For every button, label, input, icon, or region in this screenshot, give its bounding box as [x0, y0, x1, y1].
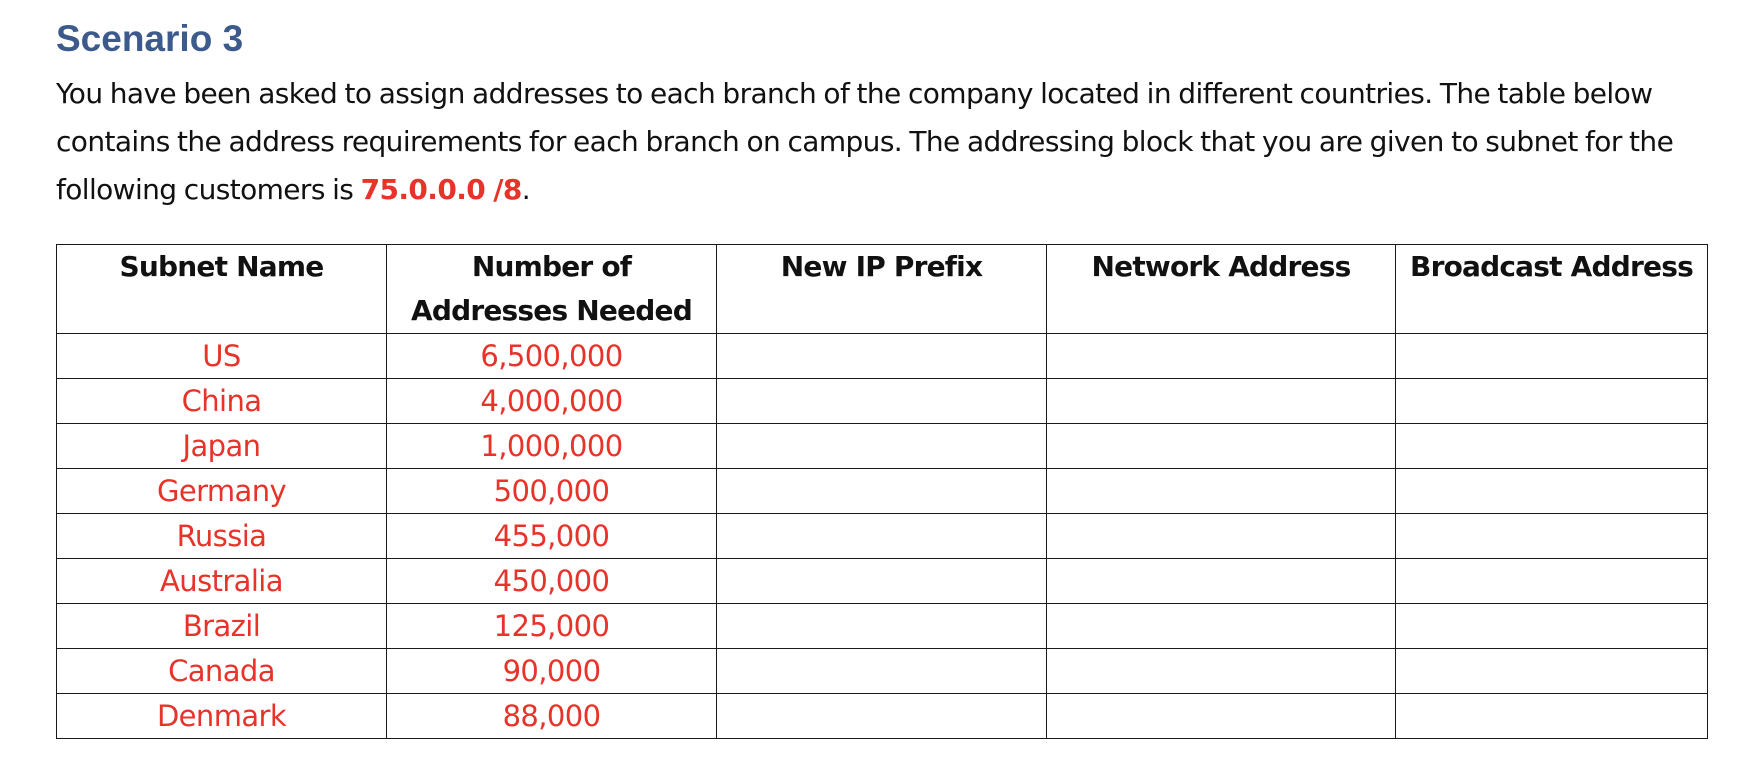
table-row	[57, 694, 1708, 739]
address-block: 75.0.0.0 /8	[360, 173, 522, 206]
header-addresses-line1: Number of	[471, 250, 632, 283]
addresses-needed-cell: 500,000	[387, 469, 717, 514]
subnet-name-cell: US	[57, 334, 387, 379]
table-row	[57, 514, 1708, 559]
table-row	[57, 559, 1708, 604]
intro-end: .	[521, 173, 531, 206]
broadcast-address-cell[interactable]	[1396, 559, 1708, 604]
header-addresses-needed	[387, 245, 717, 334]
new-prefix-cell[interactable]	[717, 379, 1047, 424]
broadcast-address-cell[interactable]	[1396, 334, 1708, 379]
new-prefix-cell[interactable]	[717, 334, 1047, 379]
network-address-cell[interactable]	[1047, 604, 1396, 649]
network-address-cell[interactable]	[1047, 694, 1396, 739]
table-row	[57, 469, 1708, 514]
subnet-name-cell: China	[57, 379, 387, 424]
subnet-name-cell: Brazil	[57, 604, 387, 649]
broadcast-address-cell[interactable]	[1396, 379, 1708, 424]
table-row	[57, 379, 1708, 424]
addresses-needed-cell: 6,500,000	[387, 334, 717, 379]
table-row	[57, 424, 1708, 469]
broadcast-address-cell[interactable]	[1396, 649, 1708, 694]
addresses-needed-cell: 4,000,000	[387, 379, 717, 424]
document-page	[56, 14, 1716, 733]
subnet-name-cell: Germany	[57, 469, 387, 514]
addresses-needed-cell: 90,000	[387, 649, 717, 694]
subnet-name-cell: Canada	[57, 649, 387, 694]
header-broadcast-address: Broadcast Address	[1396, 245, 1708, 334]
table-header-row	[57, 245, 1708, 334]
header-subnet-name: Subnet Name	[57, 245, 387, 334]
addresses-needed-cell: 88,000	[387, 694, 717, 739]
new-prefix-cell[interactable]	[717, 514, 1047, 559]
network-address-cell[interactable]	[1047, 559, 1396, 604]
network-address-cell[interactable]	[1047, 424, 1396, 469]
broadcast-address-cell[interactable]	[1396, 469, 1708, 514]
broadcast-address-cell[interactable]	[1396, 694, 1708, 739]
addresses-needed-cell: 450,000	[387, 559, 717, 604]
broadcast-address-cell[interactable]	[1396, 424, 1708, 469]
subnet-name-cell: Japan	[57, 424, 387, 469]
new-prefix-cell[interactable]	[717, 559, 1047, 604]
header-new-prefix: New IP Prefix	[717, 245, 1047, 334]
header-addresses-line2: Addresses Needed	[411, 294, 692, 327]
subnet-name-cell: Russia	[57, 514, 387, 559]
network-address-cell[interactable]	[1047, 649, 1396, 694]
addresses-needed-cell: 455,000	[387, 514, 717, 559]
subnet-table	[56, 244, 1708, 739]
new-prefix-cell[interactable]	[717, 604, 1047, 649]
intro-paragraph	[56, 70, 1716, 214]
table-row	[57, 334, 1708, 379]
addresses-needed-cell: 1,000,000	[387, 424, 717, 469]
header-network-address: Network Address	[1047, 245, 1396, 334]
addresses-needed-cell: 125,000	[387, 604, 717, 649]
new-prefix-cell[interactable]	[717, 694, 1047, 739]
broadcast-address-cell[interactable]	[1396, 514, 1708, 559]
subnet-name-cell: Australia	[57, 559, 387, 604]
new-prefix-cell[interactable]	[717, 469, 1047, 514]
new-prefix-cell[interactable]	[717, 424, 1047, 469]
network-address-cell[interactable]	[1047, 379, 1396, 424]
network-address-cell[interactable]	[1047, 469, 1396, 514]
new-prefix-cell[interactable]	[717, 649, 1047, 694]
scenario-heading: Scenario 3	[56, 18, 244, 59]
broadcast-address-cell[interactable]	[1396, 604, 1708, 649]
table-row	[57, 649, 1708, 694]
subnet-name-cell: Denmark	[57, 694, 387, 739]
table-row	[57, 604, 1708, 649]
network-address-cell[interactable]	[1047, 334, 1396, 379]
network-address-cell[interactable]	[1047, 514, 1396, 559]
intro-text: You have been asked to assign addresses to each branch of the company located in different countries. The table below contains the address requirements for each branch on campus. The addressing block that you are given to subnet for the following customers is	[56, 77, 1674, 206]
